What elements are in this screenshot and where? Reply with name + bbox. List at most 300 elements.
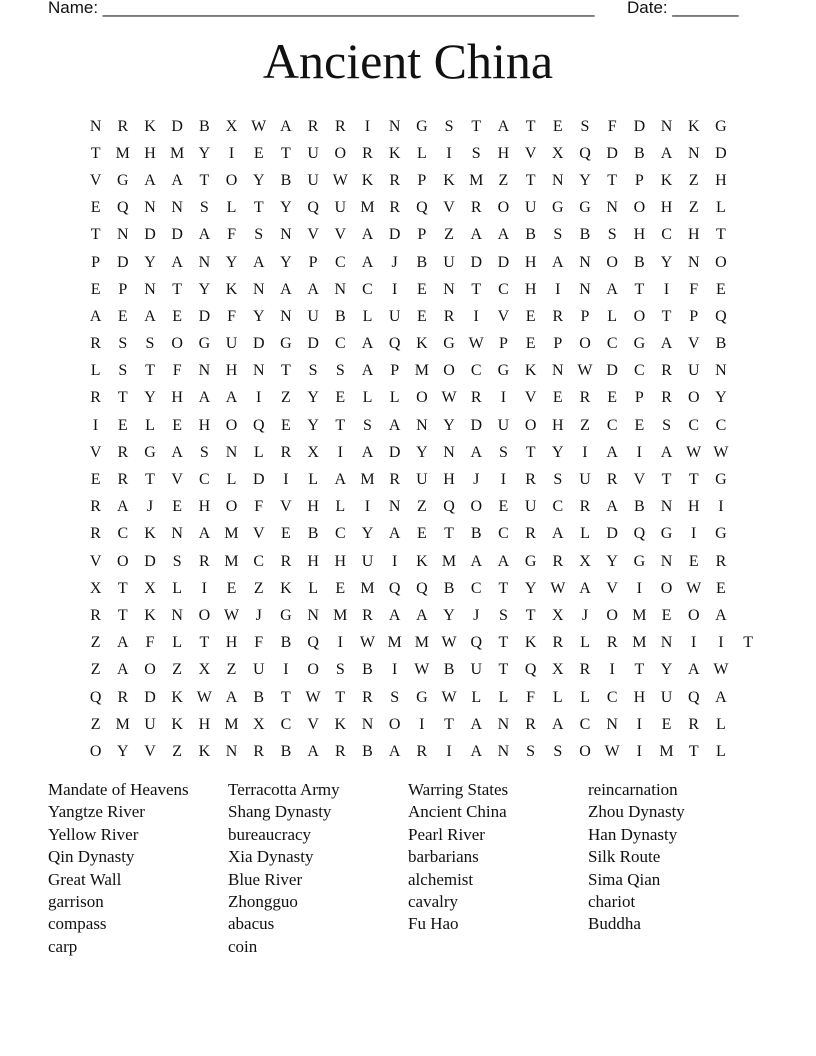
grid-letter[interactable]: K (280, 579, 292, 597)
grid-letter[interactable]: N (388, 498, 401, 516)
grid-letter[interactable]: R (280, 552, 292, 570)
grid-letter[interactable]: P (91, 253, 101, 271)
grid-letter[interactable]: Y (579, 171, 591, 189)
grid-letter[interactable]: Z (580, 416, 590, 434)
grid-letter[interactable]: U (307, 171, 319, 189)
grid-letter[interactable]: L (580, 525, 590, 543)
grid-letter[interactable]: S (471, 144, 481, 162)
grid-letter[interactable]: H (307, 552, 319, 570)
grid-letter[interactable]: T (498, 661, 509, 679)
grid-letter[interactable]: T (172, 280, 183, 298)
grid-letter[interactable]: T (471, 280, 482, 298)
grid-letter[interactable]: X (307, 443, 319, 461)
grid-letter[interactable]: B (199, 117, 210, 135)
grid-letter[interactable]: G (660, 525, 673, 543)
grid-letter[interactable]: J (255, 606, 262, 624)
grid-letter[interactable]: R (199, 552, 210, 570)
grid-letter[interactable]: R (470, 199, 482, 217)
grid-letter[interactable]: E (172, 416, 183, 434)
grid-letter[interactable]: C (715, 416, 727, 434)
grid-letter[interactable]: G (497, 362, 510, 380)
grid-letter[interactable]: Y (443, 416, 455, 434)
grid-letter[interactable]: A (198, 389, 211, 407)
grid-letter[interactable]: R (280, 443, 292, 461)
grid-letter[interactable]: D (606, 525, 618, 543)
grid-letter[interactable]: M (360, 199, 375, 217)
grid-letter[interactable]: Q (117, 199, 129, 217)
grid-letter[interactable]: M (441, 552, 457, 570)
grid-letter[interactable]: K (524, 634, 537, 652)
grid-letter[interactable]: N (198, 253, 211, 271)
grid-letter[interactable]: E (117, 307, 128, 325)
grid-letter[interactable]: O (579, 742, 591, 760)
grid-letter[interactable]: T (253, 199, 264, 217)
grid-letter[interactable]: Y (307, 416, 319, 434)
grid-letter[interactable]: R (606, 634, 618, 652)
grid-letter[interactable]: E (226, 579, 237, 597)
grid-letter[interactable]: F (227, 307, 236, 325)
grid-letter[interactable]: B (443, 661, 455, 679)
grid-letter[interactable]: Q (579, 144, 591, 162)
grid-letter[interactable]: G (198, 335, 211, 353)
grid-letter[interactable]: A (171, 253, 183, 271)
grid-letter[interactable]: S (199, 199, 209, 217)
grid-letter[interactable]: R (552, 634, 564, 652)
grid-letter[interactable]: G (416, 688, 428, 706)
grid-letter[interactable]: P (553, 335, 563, 353)
grid-letter[interactable]: I (391, 661, 398, 679)
grid-letter[interactable]: I (446, 742, 452, 760)
grid-letter[interactable]: Y (252, 307, 265, 325)
grid-letter[interactable]: B (253, 688, 265, 706)
grid-letter[interactable]: G (443, 335, 455, 353)
grid-letter[interactable]: N (307, 606, 319, 624)
grid-letter[interactable]: A (334, 471, 347, 489)
grid-letter[interactable]: S (172, 552, 182, 570)
grid-letter[interactable]: O (497, 199, 510, 217)
grid-letter[interactable]: Y (660, 253, 673, 271)
grid-letter[interactable]: Z (281, 389, 291, 407)
grid-letter[interactable]: V (171, 471, 183, 489)
grid-letter[interactable]: N (660, 498, 673, 516)
grid-letter[interactable]: E (172, 307, 183, 325)
grid-letter[interactable]: A (388, 416, 401, 434)
grid-letter[interactable]: M (360, 579, 375, 597)
grid-letter[interactable]: I (337, 443, 343, 461)
grid-letter[interactable]: R (334, 742, 346, 760)
grid-letter[interactable]: N (144, 280, 156, 298)
grid-letter[interactable]: F (254, 634, 264, 652)
grid-letter[interactable]: S (363, 416, 372, 434)
grid-letter[interactable]: R (552, 307, 564, 325)
grid-letter[interactable]: H (524, 280, 537, 298)
grid-letter[interactable]: S (526, 742, 536, 760)
grid-letter[interactable]: P (634, 171, 644, 189)
grid-letter[interactable]: R (90, 335, 101, 353)
grid-letter[interactable]: R (90, 389, 101, 407)
grid-letter[interactable]: O (606, 606, 618, 624)
grid-letter[interactable]: O (443, 362, 455, 380)
grid-letter[interactable]: T (335, 688, 346, 706)
grid-letter[interactable]: Y (524, 579, 537, 597)
grid-letter[interactable]: V (89, 443, 102, 461)
grid-letter[interactable]: K (225, 280, 238, 298)
grid-letter[interactable]: A (307, 280, 319, 298)
grid-letter[interactable]: T (743, 634, 753, 652)
grid-letter[interactable]: G (117, 171, 129, 189)
grid-letter[interactable]: O (660, 579, 673, 597)
grid-letter[interactable]: I (391, 552, 398, 570)
grid-letter[interactable]: A (470, 742, 482, 760)
grid-letter[interactable]: G (633, 552, 646, 570)
grid-letter[interactable]: R (253, 742, 265, 760)
grid-letter[interactable]: N (715, 362, 727, 380)
grid-letter[interactable]: E (634, 416, 645, 434)
grid-letter[interactable]: W (251, 117, 267, 135)
grid-letter[interactable]: U (252, 661, 265, 679)
grid-letter[interactable]: D (252, 335, 265, 353)
grid-letter[interactable]: V (443, 199, 455, 217)
grid-letter[interactable]: C (470, 362, 482, 380)
grid-letter[interactable]: A (715, 606, 727, 624)
grid-letter[interactable]: B (362, 742, 373, 760)
grid-letter[interactable]: I (256, 389, 262, 407)
grid-letter[interactable]: B (362, 661, 373, 679)
grid-letter[interactable]: A (171, 171, 183, 189)
grid-letter[interactable]: E (90, 199, 101, 217)
grid-letter[interactable]: D (715, 144, 727, 162)
grid-letter[interactable]: O (687, 606, 700, 624)
grid-letter[interactable]: H (633, 688, 646, 706)
grid-letter[interactable]: H (715, 171, 727, 189)
grid-letter[interactable]: I (364, 117, 371, 135)
grid-letter[interactable]: W (196, 688, 212, 706)
grid-letter[interactable]: M (469, 171, 484, 189)
grid-letter[interactable]: V (497, 307, 510, 325)
grid-letter[interactable]: F (526, 688, 536, 706)
grid-letter[interactable]: E (716, 280, 726, 298)
grid-letter[interactable]: S (145, 335, 155, 353)
grid-letter[interactable]: S (254, 226, 264, 244)
grid-letter[interactable]: C (634, 362, 645, 380)
grid-letter[interactable]: Y (280, 253, 292, 271)
grid-letter[interactable]: P (634, 389, 644, 407)
grid-letter[interactable]: E (661, 606, 672, 624)
grid-letter[interactable]: Y (252, 171, 265, 189)
grid-letter[interactable]: N (687, 144, 700, 162)
grid-letter[interactable]: T (335, 416, 346, 434)
grid-letter[interactable]: P (118, 280, 128, 298)
grid-letter[interactable]: O (225, 416, 238, 434)
grid-letter[interactable]: K (198, 742, 211, 760)
grid-letter[interactable]: A (307, 742, 319, 760)
grid-letter[interactable]: V (89, 552, 102, 570)
grid-letter[interactable]: M (115, 715, 130, 733)
grid-letter[interactable]: N (388, 117, 401, 135)
grid-letter[interactable]: J (581, 606, 589, 624)
grid-letter[interactable]: T (688, 471, 699, 489)
grid-letter[interactable]: A (198, 226, 211, 244)
grid-letter[interactable]: W (414, 661, 430, 679)
grid-letter[interactable]: L (362, 389, 373, 407)
grid-letter[interactable]: Z (444, 226, 454, 244)
grid-letter[interactable]: A (361, 362, 374, 380)
grid-letter[interactable]: F (227, 226, 236, 244)
grid-letter[interactable]: T (607, 171, 618, 189)
grid-letter[interactable]: T (199, 634, 210, 652)
grid-letter[interactable]: Y (443, 606, 455, 624)
grid-letter[interactable]: C (661, 226, 672, 244)
grid-letter[interactable]: N (660, 117, 673, 135)
grid-letter[interactable]: E (416, 280, 427, 298)
grid-letter[interactable]: D (307, 335, 319, 353)
grid-letter[interactable]: O (117, 552, 129, 570)
grid-letter[interactable]: H (198, 498, 211, 516)
grid-letter[interactable]: D (470, 253, 482, 271)
grid-letter[interactable]: E (607, 389, 618, 407)
grid-letter[interactable]: K (388, 144, 401, 162)
grid-letter[interactable]: A (660, 443, 673, 461)
grid-letter[interactable]: Q (687, 688, 700, 706)
grid-letter[interactable]: W (468, 335, 484, 353)
grid-letter[interactable]: I (201, 579, 207, 597)
grid-letter[interactable]: U (307, 307, 319, 325)
grid-letter[interactable]: M (115, 144, 130, 162)
grid-letter[interactable]: G (715, 471, 727, 489)
grid-letter[interactable]: Y (660, 661, 673, 679)
grid-letter[interactable]: S (607, 226, 617, 244)
grid-letter[interactable]: T (525, 171, 536, 189)
grid-letter[interactable]: E (688, 552, 699, 570)
grid-letter[interactable]: X (579, 552, 591, 570)
grid-letter[interactable]: C (606, 416, 618, 434)
grid-letter[interactable]: O (198, 606, 211, 624)
grid-letter[interactable]: N (579, 280, 591, 298)
grid-letter[interactable]: U (361, 552, 374, 570)
grid-letter[interactable]: B (470, 525, 482, 543)
grid-letter[interactable]: I (500, 471, 507, 489)
grid-letter[interactable]: A (361, 443, 374, 461)
grid-letter[interactable]: U (470, 661, 482, 679)
grid-letter[interactable]: C (334, 525, 346, 543)
grid-letter[interactable]: A (497, 552, 510, 570)
grid-letter[interactable]: Q (416, 199, 428, 217)
grid-letter[interactable]: H (144, 144, 156, 162)
grid-letter[interactable]: T (498, 579, 509, 597)
grid-letter[interactable]: L (226, 471, 237, 489)
grid-letter[interactable]: A (687, 661, 700, 679)
grid-letter[interactable]: B (634, 144, 645, 162)
grid-letter[interactable]: Z (498, 171, 509, 189)
grid-letter[interactable]: T (688, 742, 699, 760)
grid-letter[interactable]: E (117, 416, 128, 434)
grid-letter[interactable]: Y (416, 443, 428, 461)
grid-letter[interactable]: G (280, 335, 292, 353)
grid-letter[interactable]: O (225, 171, 238, 189)
grid-letter[interactable]: N (552, 362, 564, 380)
grid-letter[interactable]: U (144, 715, 156, 733)
grid-letter[interactable]: S (553, 742, 563, 760)
grid-letter[interactable]: R (443, 307, 455, 325)
grid-letter[interactable]: N (252, 280, 265, 298)
grid-letter[interactable]: Q (470, 634, 482, 652)
grid-letter[interactable]: W (713, 443, 729, 461)
grid-letter[interactable]: Q (715, 307, 727, 325)
grid-letter[interactable]: I (663, 280, 670, 298)
grid-letter[interactable]: O (633, 199, 646, 217)
grid-letter[interactable]: N (606, 715, 618, 733)
grid-letter[interactable]: Y (715, 389, 727, 407)
grid-letter[interactable]: R (90, 498, 101, 516)
grid-letter[interactable]: X (552, 661, 564, 679)
grid-letter[interactable]: L (172, 634, 183, 652)
grid-letter[interactable]: X (252, 715, 265, 733)
grid-letter[interactable]: C (606, 688, 618, 706)
grid-letter[interactable]: E (661, 715, 672, 733)
grid-letter[interactable]: S (553, 471, 563, 489)
grid-letter[interactable]: C (334, 253, 346, 271)
grid-letter[interactable]: B (334, 307, 346, 325)
grid-letter[interactable]: A (715, 688, 727, 706)
grid-letter[interactable]: M (414, 634, 429, 652)
grid-letter[interactable]: I (500, 389, 507, 407)
grid-letter[interactable]: A (144, 171, 156, 189)
grid-letter[interactable]: Q (443, 498, 455, 516)
grid-letter[interactable]: K (171, 688, 183, 706)
grid-letter[interactable]: Z (688, 199, 699, 217)
grid-letter[interactable]: W (332, 171, 348, 189)
grid-letter[interactable]: I (636, 715, 642, 733)
grid-letter[interactable]: W (441, 634, 457, 652)
grid-letter[interactable]: U (416, 471, 428, 489)
grid-letter[interactable]: J (473, 471, 480, 489)
grid-letter[interactable]: A (117, 661, 129, 679)
grid-letter[interactable]: Y (144, 253, 156, 271)
grid-letter[interactable]: P (390, 362, 400, 380)
grid-letter[interactable]: Y (117, 742, 129, 760)
grid-letter[interactable]: Q (307, 634, 319, 652)
grid-letter[interactable]: M (170, 144, 185, 162)
grid-letter[interactable]: I (364, 498, 371, 516)
grid-letter[interactable]: T (498, 634, 509, 652)
grid-letter[interactable]: R (579, 389, 591, 407)
grid-letter[interactable]: O (416, 389, 428, 407)
grid-letter[interactable]: A (552, 525, 564, 543)
grid-letter[interactable]: W (577, 362, 593, 380)
grid-letter[interactable]: K (334, 715, 347, 733)
grid-letter[interactable]: I (228, 144, 235, 162)
grid-letter[interactable]: H (687, 226, 700, 244)
grid-letter[interactable]: Z (172, 742, 183, 760)
grid-letter[interactable]: N (497, 715, 510, 733)
grid-letter[interactable]: E (416, 307, 427, 325)
grid-letter[interactable]: H (225, 634, 238, 652)
grid-letter[interactable]: E (525, 307, 536, 325)
grid-letter[interactable]: B (280, 742, 292, 760)
grid-letter[interactable]: H (633, 226, 646, 244)
grid-letter[interactable]: P (689, 307, 699, 325)
grid-letter[interactable]: I (283, 661, 289, 679)
grid-letter[interactable]: T (525, 606, 536, 624)
grid-letter[interactable]: R (90, 525, 101, 543)
grid-letter[interactable]: L (716, 199, 726, 217)
grid-letter[interactable]: A (497, 226, 510, 244)
grid-letter[interactable]: M (333, 606, 348, 624)
grid-letter[interactable]: L (253, 443, 264, 461)
grid-letter[interactable]: O (687, 389, 700, 407)
grid-letter[interactable]: D (606, 362, 618, 380)
grid-letter[interactable]: T (716, 226, 726, 244)
grid-letter[interactable]: D (470, 416, 482, 434)
grid-letter[interactable]: V (687, 335, 700, 353)
grid-letter[interactable]: E (335, 579, 346, 597)
grid-letter[interactable]: I (636, 443, 642, 461)
grid-letter[interactable]: M (224, 525, 239, 543)
grid-letter[interactable]: N (144, 199, 156, 217)
grid-letter[interactable]: K (416, 552, 428, 570)
grid-letter[interactable]: C (117, 525, 129, 543)
grid-letter[interactable]: U (524, 498, 537, 516)
grid-letter[interactable]: Y (606, 552, 618, 570)
grid-letter[interactable]: U (443, 253, 455, 271)
grid-letter[interactable]: B (715, 335, 727, 353)
grid-letter[interactable]: D (252, 471, 265, 489)
grid-letter[interactable]: C (199, 471, 210, 489)
grid-letter[interactable]: B (634, 253, 645, 271)
grid-letter[interactable]: C (688, 416, 700, 434)
grid-letter[interactable]: D (633, 117, 646, 135)
grid-letter[interactable]: Y (144, 389, 156, 407)
grid-letter[interactable]: A (117, 634, 129, 652)
grid-letter[interactable]: C (470, 579, 482, 597)
grid-letter[interactable]: M (224, 715, 239, 733)
grid-letter[interactable]: L (716, 742, 726, 760)
grid-letter[interactable]: O (633, 307, 646, 325)
grid-letter[interactable]: D (198, 307, 211, 325)
grid-letter[interactable]: R (362, 606, 373, 624)
grid-letter[interactable]: R (715, 552, 727, 570)
grid-letter[interactable]: A (117, 498, 129, 516)
grid-letter[interactable]: T (444, 715, 454, 733)
grid-letter[interactable]: B (416, 253, 428, 271)
grid-letter[interactable]: V (524, 144, 537, 162)
grid-letter[interactable]: D (388, 443, 401, 461)
grid-letter[interactable]: T (145, 471, 155, 489)
grid-letter[interactable]: G (579, 199, 591, 217)
grid-letter[interactable]: R (525, 525, 536, 543)
grid-letter[interactable]: H (171, 389, 183, 407)
grid-letter[interactable]: L (471, 688, 482, 706)
grid-letter[interactable]: E (552, 117, 563, 135)
grid-letter[interactable]: N (171, 199, 183, 217)
grid-letter[interactable]: N (89, 117, 102, 135)
grid-letter[interactable]: A (361, 335, 374, 353)
grid-letter[interactable]: Q (416, 579, 428, 597)
grid-letter[interactable]: M (414, 362, 429, 380)
grid-letter[interactable]: Z (90, 661, 101, 679)
grid-letter[interactable]: T (661, 471, 672, 489)
grid-letter[interactable]: L (416, 144, 427, 162)
grid-letter[interactable]: B (280, 171, 292, 189)
grid-letter[interactable]: Z (226, 661, 237, 679)
grid-letter[interactable]: R (661, 362, 672, 380)
grid-letter[interactable]: O (171, 335, 183, 353)
grid-letter[interactable]: I (636, 579, 642, 597)
grid-letter[interactable]: D (497, 253, 510, 271)
grid-letter[interactable]: Y (280, 199, 292, 217)
grid-letter[interactable]: O (524, 416, 537, 434)
grid-letter[interactable]: E (172, 498, 183, 516)
